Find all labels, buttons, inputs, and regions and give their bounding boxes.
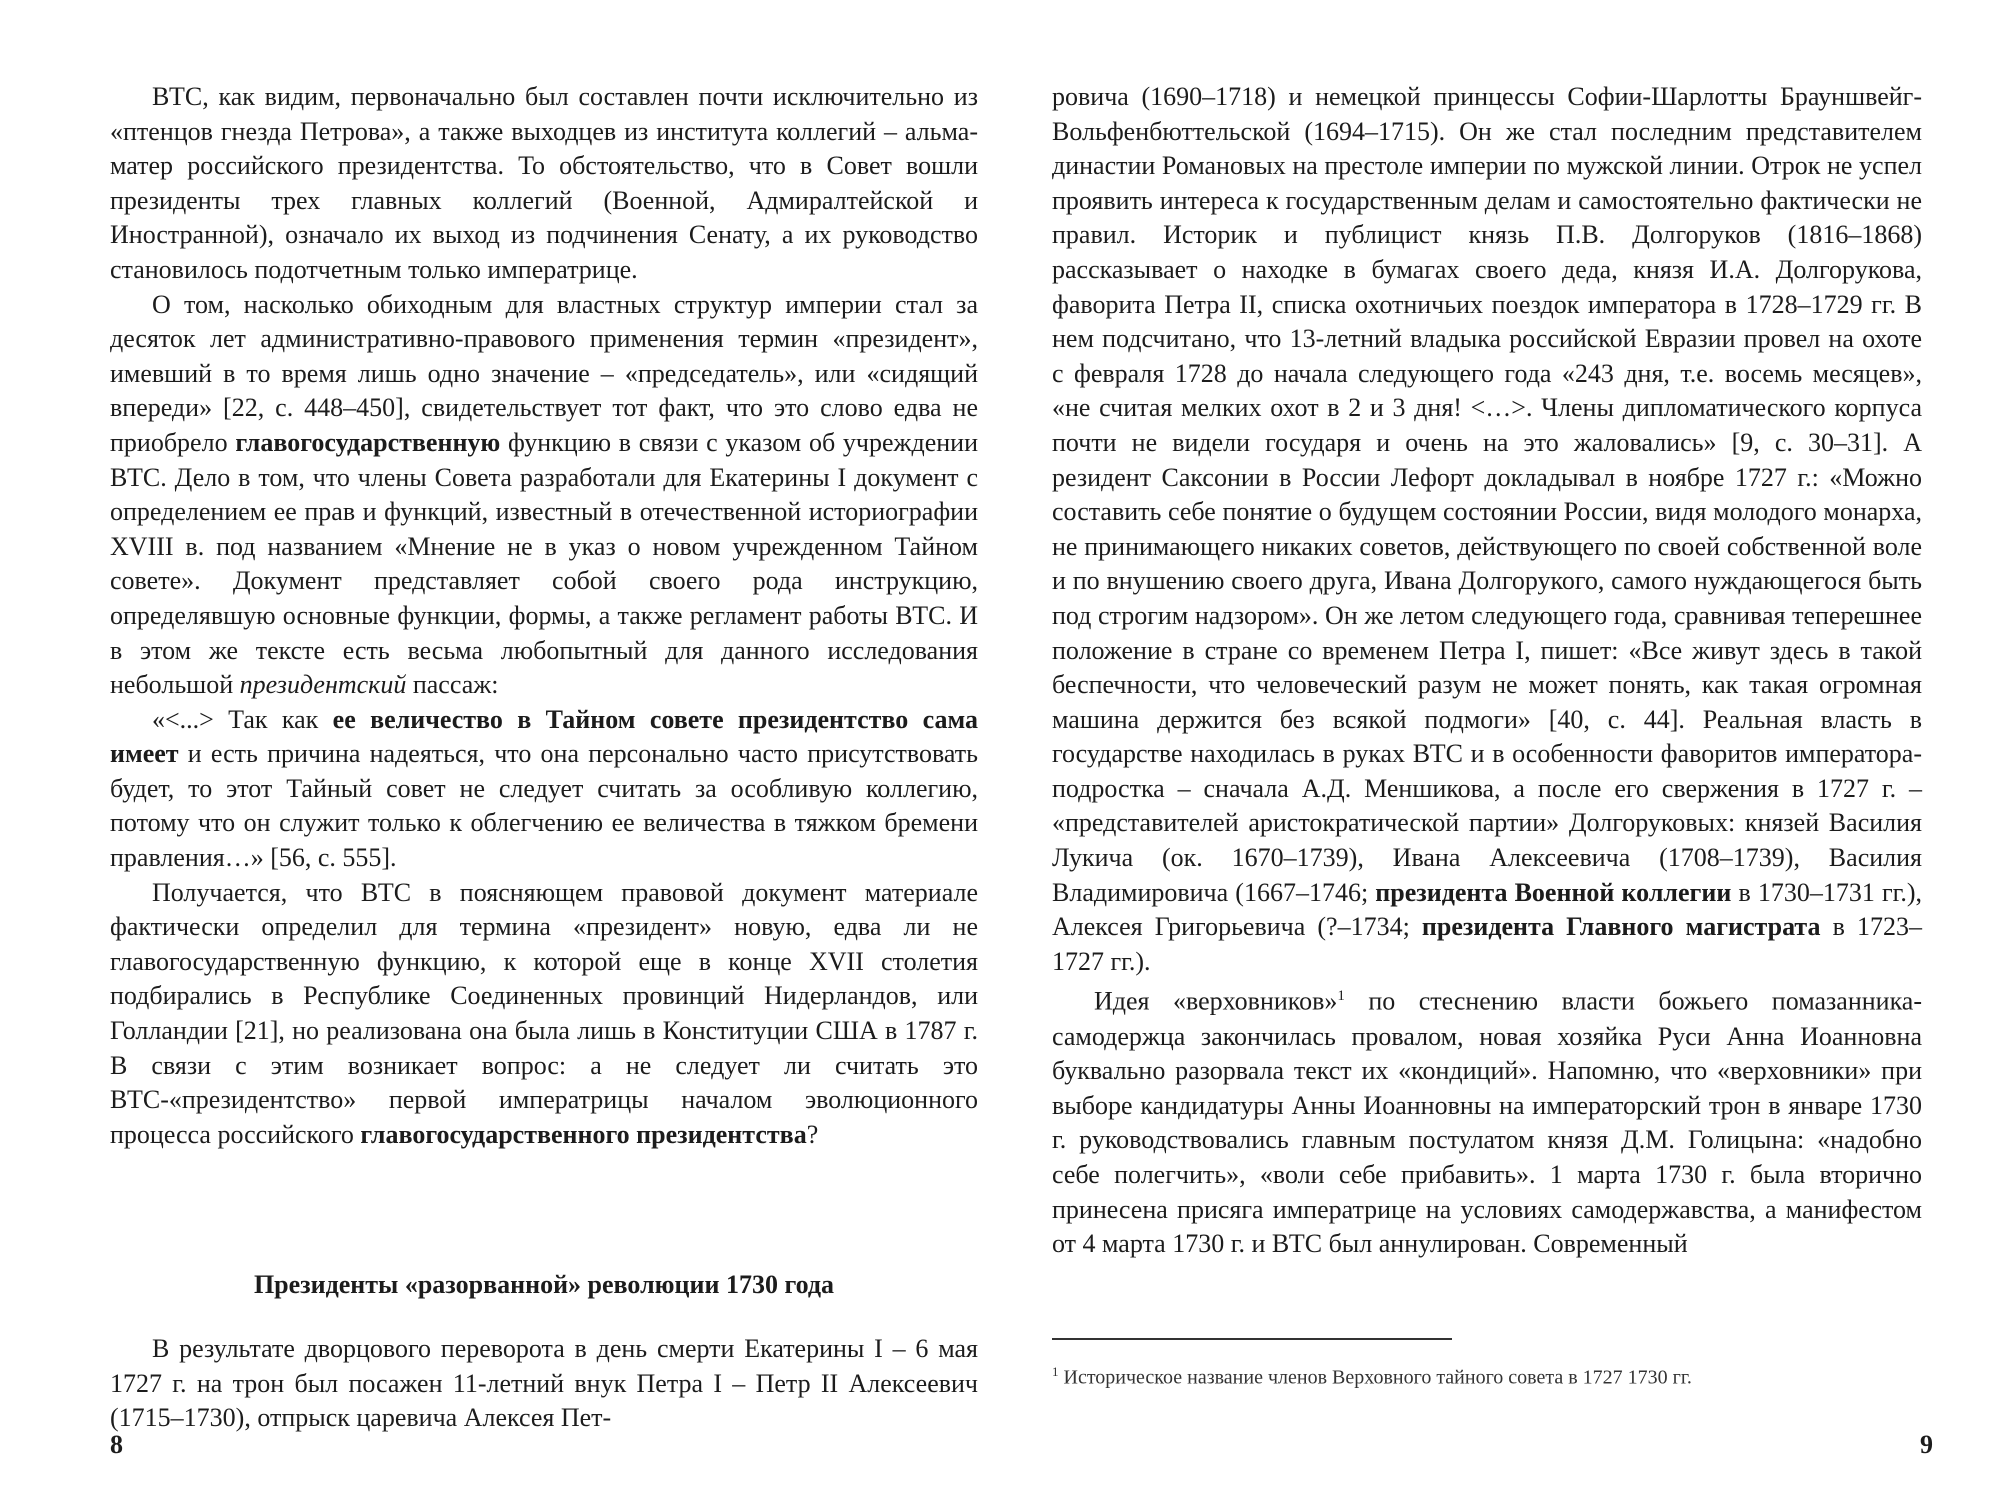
footnote-rule <box>1052 1338 1452 1340</box>
italic-term: президентский <box>239 670 407 700</box>
paragraph: ровича (1690–1718) и немецкой принцессы Софии-Шарлотты Брауншвейг-Вольфенбюттельской (1694–1715). Он же стал последним представителем династии Романовых на престоле империи по мужской линии. Отрок не успел проявить интереса к государственным делам и самостоятельно фактически не правил. Историк и публицист князь П.В. Долгоруков (1816–1868) рассказывает о находке в бумагах своего деда, князя И.А. Долгорукова, фаворита Петра II, списка охотничьих поездок императора в 1728–1729 гг. В нем подсчитано, что 13-летний владыка российской Евразии провел на охоте с февраля 1728 до начала следующего года «243 дня, т.е. восемь месяцев», «не считая мелких охот в 2 и 3 дня! <…>. Члены дипломатического корпуса почти не видели государя и очень на это жаловались» [9, с. 30–31]. А резидент Саксонии в России Лефорт докладывал в ноябре 1727 г.: «Можно составить себе понятие о будущем состоянии России, видя молодого монарха, не принимающего никаких советов, действующего по своей собственной воле и по внушению своего друга, Ивана Долгорукого, самого нуждающегося быть под строгим надзором». Он же летом следующего года, сравнивая теперешнее положение в стране со временем Петра I, пишет: «Все живут здесь в такой беспечности, что человеческий разум не может понять, как такая огромная машина держится без всякой подмоги» [40, с. 44]. Реальная власть в государстве находилась в руках ВТС и в особенности фаворитов императора-подростка – сначала А.Д. Меншикова, а после его свержения в 1727 г. – «представителей аристократической партии» Долгоруковых: князей Василия Лукича (ок. 1670–1739), Ивана Алексеевича (1708–1739), Василия Владимировича (1667–1746; президента Военной коллегии в 1730–1731 гг.), Алексея Григорьевича (?–1734; президента Главного магистрата в 1723–1727 гг.). <box>1052 82 1922 976</box>
paragraph: Получается, что ВТС в поясняющем правовой документ материале фактически определил для термина «президент» новую, едва ли не главогосударственную функцию, к которой еще в конце XVII столетия подбирались в Республике Соединенных провинций Нидерландов, или Голландии [21], но реализована она была лишь в Конституции США в 1787 г. В связи с этим возникает вопрос: а не следует ли считать это ВТС-«президентство» первой императрицы началом эволюционного процесса российского главогосударственного президентства? <box>110 877 978 1149</box>
bold-term: главогосударственного президентства <box>360 1119 807 1149</box>
quote-paragraph: «<...> Так как ее величество в Тайном совете президентство сама имеет и есть причина надеяться, что она персонально часто присутствовать будет, то этот Тайный совет не следует считать за особливую коллегию, потому что он служит только к облегчению ее величества в тяжком бремени правления…» [56, с. 555]. <box>110 704 979 873</box>
right-page <box>1000 0 2000 1488</box>
paragraph: Идея «верховников»$^1$ по стеснению власти божьего помазанника-самодержца закончилась провалом, новая хозяйка Руси Анна Иоанновна буквально разорвала текст их «кондиций». Напомню, что «верховники» при выборе кандидатуры Анны Иоанновны на императорский трон в январе 1730 г. руководствовались главным постулатом князя Д.М. Голицына: «надобно себе полегчить», «воли себе прибавить». 1 марта 1730 г. была вторично принесена присяга императрице на условиях самодержавства, а манифестом от 4 марта 1730 г. и ВТС был аннулирован. Современный <box>1052 987 1923 1259</box>
bold-term: президента Главного магистрата <box>1421 912 1821 942</box>
left-body-text <box>110 80 978 1152</box>
bold-term: главогосударственную <box>235 427 501 457</box>
bold-quote: ее величество в Тайном совете президентство сама имеет <box>110 704 979 769</box>
left-body-text-2 <box>110 1332 978 1436</box>
page-number: 8 <box>110 1430 123 1459</box>
paragraph: О том, насколько обиходным для властных структур империи стал за десяток лет административно-правового применения термин «президент», имевший в то время лишь одно значение – «председатель», или «сидящий впереди» [22, с. 448–450], свидетельствует тот факт, что это слово едва не приобрело главогосударственную функцию в связи с указом об учреждении ВТС. Дело в том, что члены Совета разработали для Екатерины I документ с определением ее прав и функций, известный в отечественной историографии XVIII в. под названием «Мнение не в указ о новом учрежденном Тайном совете». Документ представляет собой своего рода инструкцию, определявшую основные функции, формы, а также регламент работы ВТС. И в этом же тексте есть весьма любопытный для данного исследования небольшой президентский пассаж: <box>110 289 979 700</box>
footnote-ref: 1 <box>1337 988 1345 1005</box>
bold-term: президента Военной коллегии <box>1375 877 1732 907</box>
section-heading: Президенты «разорванной» революции 1730 года <box>253 1270 835 1299</box>
footnote-mark: 1 <box>1052 1364 1059 1379</box>
right-body-text <box>1052 80 1922 1262</box>
paragraph: ВТС, как видим, первоначально был составлен почти исключительно из «птенцов гнезда Петрова», а также выходцев из института коллегий – альма-матер российского президентства. То обстоятельство, что в Совет вошли президенты трех главных коллегий (Военной, Адмиралтейской и Иностранной), означало их выход из подчинения Сенату, а их руководство становилось подотчетным только императрице. <box>110 82 978 284</box>
page-number: 9 <box>1920 1430 1933 1459</box>
paragraph: В результате дворцового переворота в день смерти Екатерины I – 6 мая 1727 г. на трон был посажен 11-летний внук Петра I – Петр II Алексеевич (1715–1730), отпрыск царевича Алексея Пет- <box>110 1334 978 1433</box>
footnote: $^1$ Историческое название членов Верховного тайного совета в 1727 1730 гг. <box>1052 1364 1692 1389</box>
